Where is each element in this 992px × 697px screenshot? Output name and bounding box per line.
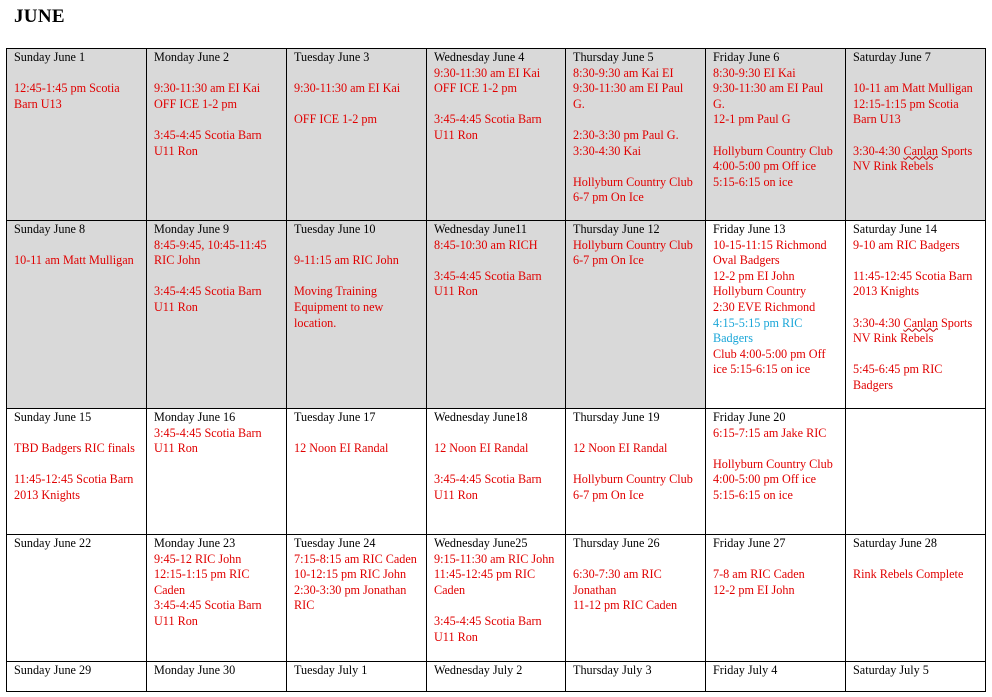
event-entry: 12 Noon EI Randal — [573, 441, 668, 456]
day-label: Wednesday June25 — [434, 536, 528, 550]
day-cell — [427, 49, 566, 221]
event-entry: 2:30-3:30 pm Jonathan RIC — [294, 582, 407, 613]
day-label: Tuesday June 24 — [294, 536, 376, 550]
day-label: Wednesday July 2 — [434, 663, 523, 677]
event-entry: 8:45-10:30 am RICH — [434, 237, 538, 252]
day-cell — [7, 49, 147, 221]
day-cell — [427, 662, 566, 692]
day-label: Thursday June 19 — [573, 410, 660, 424]
spacer — [294, 66, 419, 82]
spacer — [434, 253, 558, 269]
day-cell — [287, 409, 427, 535]
day-label: Sunday June 15 — [14, 410, 92, 424]
event-entry: 10-12:15 pm RIC John — [294, 567, 407, 582]
day-cell — [566, 409, 706, 535]
event-entry: Hollyburn Country Club 6-7 pm On Ice — [573, 472, 693, 502]
week-row — [7, 662, 986, 692]
day-label: Friday July 4 — [713, 663, 778, 677]
spacer — [434, 457, 558, 473]
day-label: Tuesday June 3 — [294, 50, 370, 64]
event-entry: Hollyburn Country Club 6-7 pm On Ice — [573, 237, 693, 268]
event-entry: 11-12 pm RIC Caden — [573, 598, 678, 613]
spacer — [14, 426, 139, 442]
event-entry: 9:30-11:30 am EI Paul G. — [573, 81, 684, 111]
event-entry: 12-1 pm Paul G — [713, 112, 791, 127]
spacer — [14, 238, 139, 254]
event-entry: 11:45-12:45 pm RIC Caden — [434, 567, 536, 597]
day-cell — [7, 409, 147, 535]
day-cell — [566, 662, 706, 692]
event-entry: Rink Rebels Complete — [853, 567, 964, 582]
event-entry: 3:45-4:45 Scotia Barn U11 Ron — [434, 472, 542, 502]
event-entry: 3:30-4:30 Canlan Sports NV Rink Rebels — [853, 143, 973, 174]
event-entry: 3:45-4:45 Scotia Barn U11 Ron — [154, 284, 262, 314]
day-label: Sunday June 22 — [14, 536, 92, 550]
spacer — [853, 66, 978, 82]
day-cell — [846, 221, 986, 409]
day-cell — [287, 221, 427, 409]
day-label: Friday June 6 — [713, 50, 780, 64]
day-label: Monday June 2 — [154, 50, 230, 64]
day-label: Saturday June 14 — [853, 222, 937, 236]
event-entry: 5:45-6:45 pm RIC Badgers — [853, 362, 943, 392]
event-entry: 2:30 EVE Richmond — [713, 299, 816, 314]
event-entry: 4:15-5:15 pm RIC Badgers — [713, 315, 803, 346]
day-label: Wednesday June18 — [434, 410, 528, 424]
event-entry: 3:45-4:45 Scotia Barn U11 Ron — [154, 425, 262, 456]
day-cell — [147, 221, 287, 409]
spacer — [294, 269, 419, 285]
spellcheck-word: Canlan — [903, 143, 938, 158]
spacer — [14, 457, 139, 473]
spacer — [434, 598, 558, 614]
event-entry: TBD Badgers RIC finals — [14, 441, 135, 456]
spacer — [853, 253, 978, 269]
day-label: Thursday June 5 — [573, 50, 654, 64]
event-entry: 9:45-12 RIC John — [154, 551, 242, 566]
day-label: Saturday June 28 — [853, 536, 937, 550]
event-entry: 8:45-9:45, 10:45-11:45 RIC John — [154, 237, 267, 268]
event-entry: 9:30-11:30 am EI Kai OFF ICE 1-2 pm — [154, 81, 261, 111]
event-entry: 8:30-9:30 EI Kai — [713, 65, 796, 80]
event-entry: Hollyburn Country — [713, 284, 807, 299]
week-row — [7, 409, 986, 535]
day-cell — [566, 535, 706, 662]
event-entry: OFF ICE 1-2 pm — [294, 112, 377, 127]
day-cell — [706, 662, 846, 692]
day-label: Saturday June 7 — [853, 50, 931, 64]
event-entry: 7:15-8:15 am RIC Caden — [294, 551, 417, 566]
event-entry: 3:45-4:45 Scotia Barn U11 Ron — [434, 613, 542, 644]
day-cell — [846, 662, 986, 692]
event-entry: 9:30-11:30 am EI Kai — [294, 81, 401, 96]
spacer — [853, 552, 978, 568]
event-entry: Hollyburn Country Club 6-7 pm On Ice — [573, 174, 693, 205]
day-cell — [147, 662, 287, 692]
spacer — [154, 112, 279, 128]
day-cell — [7, 221, 147, 409]
day-label: Friday June 27 — [713, 536, 786, 550]
spacer — [154, 269, 279, 285]
event-entry: 12:15-1:15 pm RIC Caden — [154, 567, 250, 597]
day-label: Thursday June 12 — [573, 222, 660, 236]
day-cell — [427, 221, 566, 409]
day-cell — [287, 49, 427, 221]
event-entry: 6:30-7:30 am RIC Jonathan — [573, 567, 662, 597]
day-cell — [427, 535, 566, 662]
spacer — [853, 128, 978, 144]
spacer — [713, 552, 838, 568]
day-label: Friday June 20 — [713, 410, 786, 424]
day-label: Sunday June 1 — [14, 50, 86, 64]
day-label: Tuesday June 10 — [294, 222, 376, 236]
event-entry: 10-11 am Matt Mulligan — [14, 253, 134, 268]
spacer — [713, 441, 838, 457]
day-cell — [706, 535, 846, 662]
event-entry: 11:45-12:45 Scotia Barn 2013 Knights — [853, 268, 973, 299]
event-entry: 2:30-3:30 pm Paul G. — [573, 127, 679, 142]
event-entry: 9-10 am RIC Badgers — [853, 237, 960, 252]
day-label: Monday June 16 — [154, 410, 236, 424]
day-cell — [287, 535, 427, 662]
spacer — [434, 426, 558, 442]
day-cell — [706, 49, 846, 221]
event-entry: 9:30-11:30 am EI Kai OFF ICE 1-2 pm — [434, 65, 541, 96]
day-cell — [706, 409, 846, 535]
event-entry: 9:30-11:30 am EI Paul G. — [713, 81, 824, 111]
event-entry: 10-15-11:15 Richmond Oval Badgers — [713, 237, 827, 268]
day-label: Monday June 9 — [154, 222, 230, 236]
day-label: Monday June 30 — [154, 663, 236, 677]
week-row — [7, 221, 986, 409]
spacer — [434, 97, 558, 113]
event-entry: 3:45-4:45 Scotia Barn U11 Ron — [434, 268, 542, 299]
spacer — [294, 238, 419, 254]
spacer — [14, 66, 139, 82]
week-row — [7, 535, 986, 662]
day-cell — [147, 535, 287, 662]
spacer — [853, 300, 978, 316]
page-title: JUNE — [14, 6, 65, 27]
spacer — [573, 552, 698, 568]
event-entry: 3:45-4:45 Scotia Barn U11 Ron — [154, 598, 262, 628]
day-cell — [846, 49, 986, 221]
spacer — [573, 426, 698, 442]
event-entry: 9-11:15 am RIC John — [294, 253, 399, 268]
event-entry: Hollyburn Country Club 4:00-5:00 pm Off ice — [713, 143, 833, 174]
day-cell — [846, 535, 986, 662]
day-cell — [7, 535, 147, 662]
spacer — [573, 457, 698, 473]
event-entry: 9:15-11:30 am RIC John — [434, 551, 555, 566]
day-cell — [846, 409, 986, 535]
event-entry: 3:45-4:45 Scotia Barn U11 Ron — [154, 127, 262, 158]
spacer — [154, 66, 279, 82]
event-entry: 7-8 am RIC Caden — [713, 567, 805, 582]
event-entry: 3:30-4:30 Canlan Sports NV Rink Rebels — [853, 315, 973, 346]
day-cell — [706, 221, 846, 409]
event-entry: 11:45-12:45 Scotia Barn 2013 Knights — [14, 472, 134, 502]
day-label: Thursday June 26 — [573, 536, 660, 550]
day-label: Tuesday July 1 — [294, 663, 368, 677]
event-entry: Moving Training Equipment to new location. — [294, 284, 384, 330]
event-entry: 8:30-9:30 am Kai EI — [573, 65, 674, 80]
day-label: Thursday July 3 — [573, 663, 652, 677]
day-cell — [147, 49, 287, 221]
event-entry: 6:15-7:15 am Jake RIC — [713, 425, 827, 440]
spacer — [294, 426, 419, 442]
day-cell — [566, 221, 706, 409]
day-label: Saturday July 5 — [853, 663, 929, 677]
spacer — [573, 112, 698, 128]
event-entry: 12:15-1:15 pm Scotia Barn U13 — [853, 96, 959, 127]
day-cell — [427, 409, 566, 535]
event-entry: 12-2 pm EI John — [713, 582, 795, 597]
calendar-body — [7, 49, 986, 692]
event-entry: 12-2 pm EI John — [713, 268, 795, 283]
day-label: Sunday June 8 — [14, 222, 86, 236]
event-entry: Hollyburn Country Club 4:00-5:00 pm Off ice 5:15-6:15 on ice — [713, 456, 833, 502]
spacer — [573, 159, 698, 175]
day-cell — [147, 409, 287, 535]
spacer — [853, 347, 978, 363]
day-label: Sunday June 29 — [14, 663, 92, 677]
event-entry: 12 Noon EI Randal — [294, 441, 389, 456]
calendar-table — [6, 48, 986, 692]
spacer — [713, 128, 838, 144]
day-label: Monday June 23 — [154, 536, 236, 550]
day-cell — [287, 662, 427, 692]
event-entry: 3:45-4:45 Scotia Barn U11 Ron — [434, 112, 542, 142]
day-label: Tuesday June 17 — [294, 410, 376, 424]
event-entry: 12 Noon EI Randal — [434, 441, 529, 456]
event-entry: 10-11 am Matt Mulligan — [853, 81, 973, 96]
week-row — [7, 49, 986, 221]
event-entry: 12:45-1:45 pm Scotia Barn U13 — [14, 81, 120, 111]
event-entry: 3:30-4:30 Kai — [573, 143, 642, 158]
day-cell — [7, 662, 147, 692]
spellcheck-word: Canlan — [903, 315, 938, 330]
event-entry: Club 4:00-5:00 pm Off ice 5:15-6:15 on ice — [713, 346, 826, 377]
day-label: Wednesday June 4 — [434, 50, 525, 64]
day-label: Friday June 13 — [713, 222, 786, 236]
day-label: Wednesday June11 — [434, 222, 527, 236]
day-cell — [566, 49, 706, 221]
event-entry: 5:15-6:15 on ice — [713, 174, 793, 189]
spacer — [294, 97, 419, 113]
